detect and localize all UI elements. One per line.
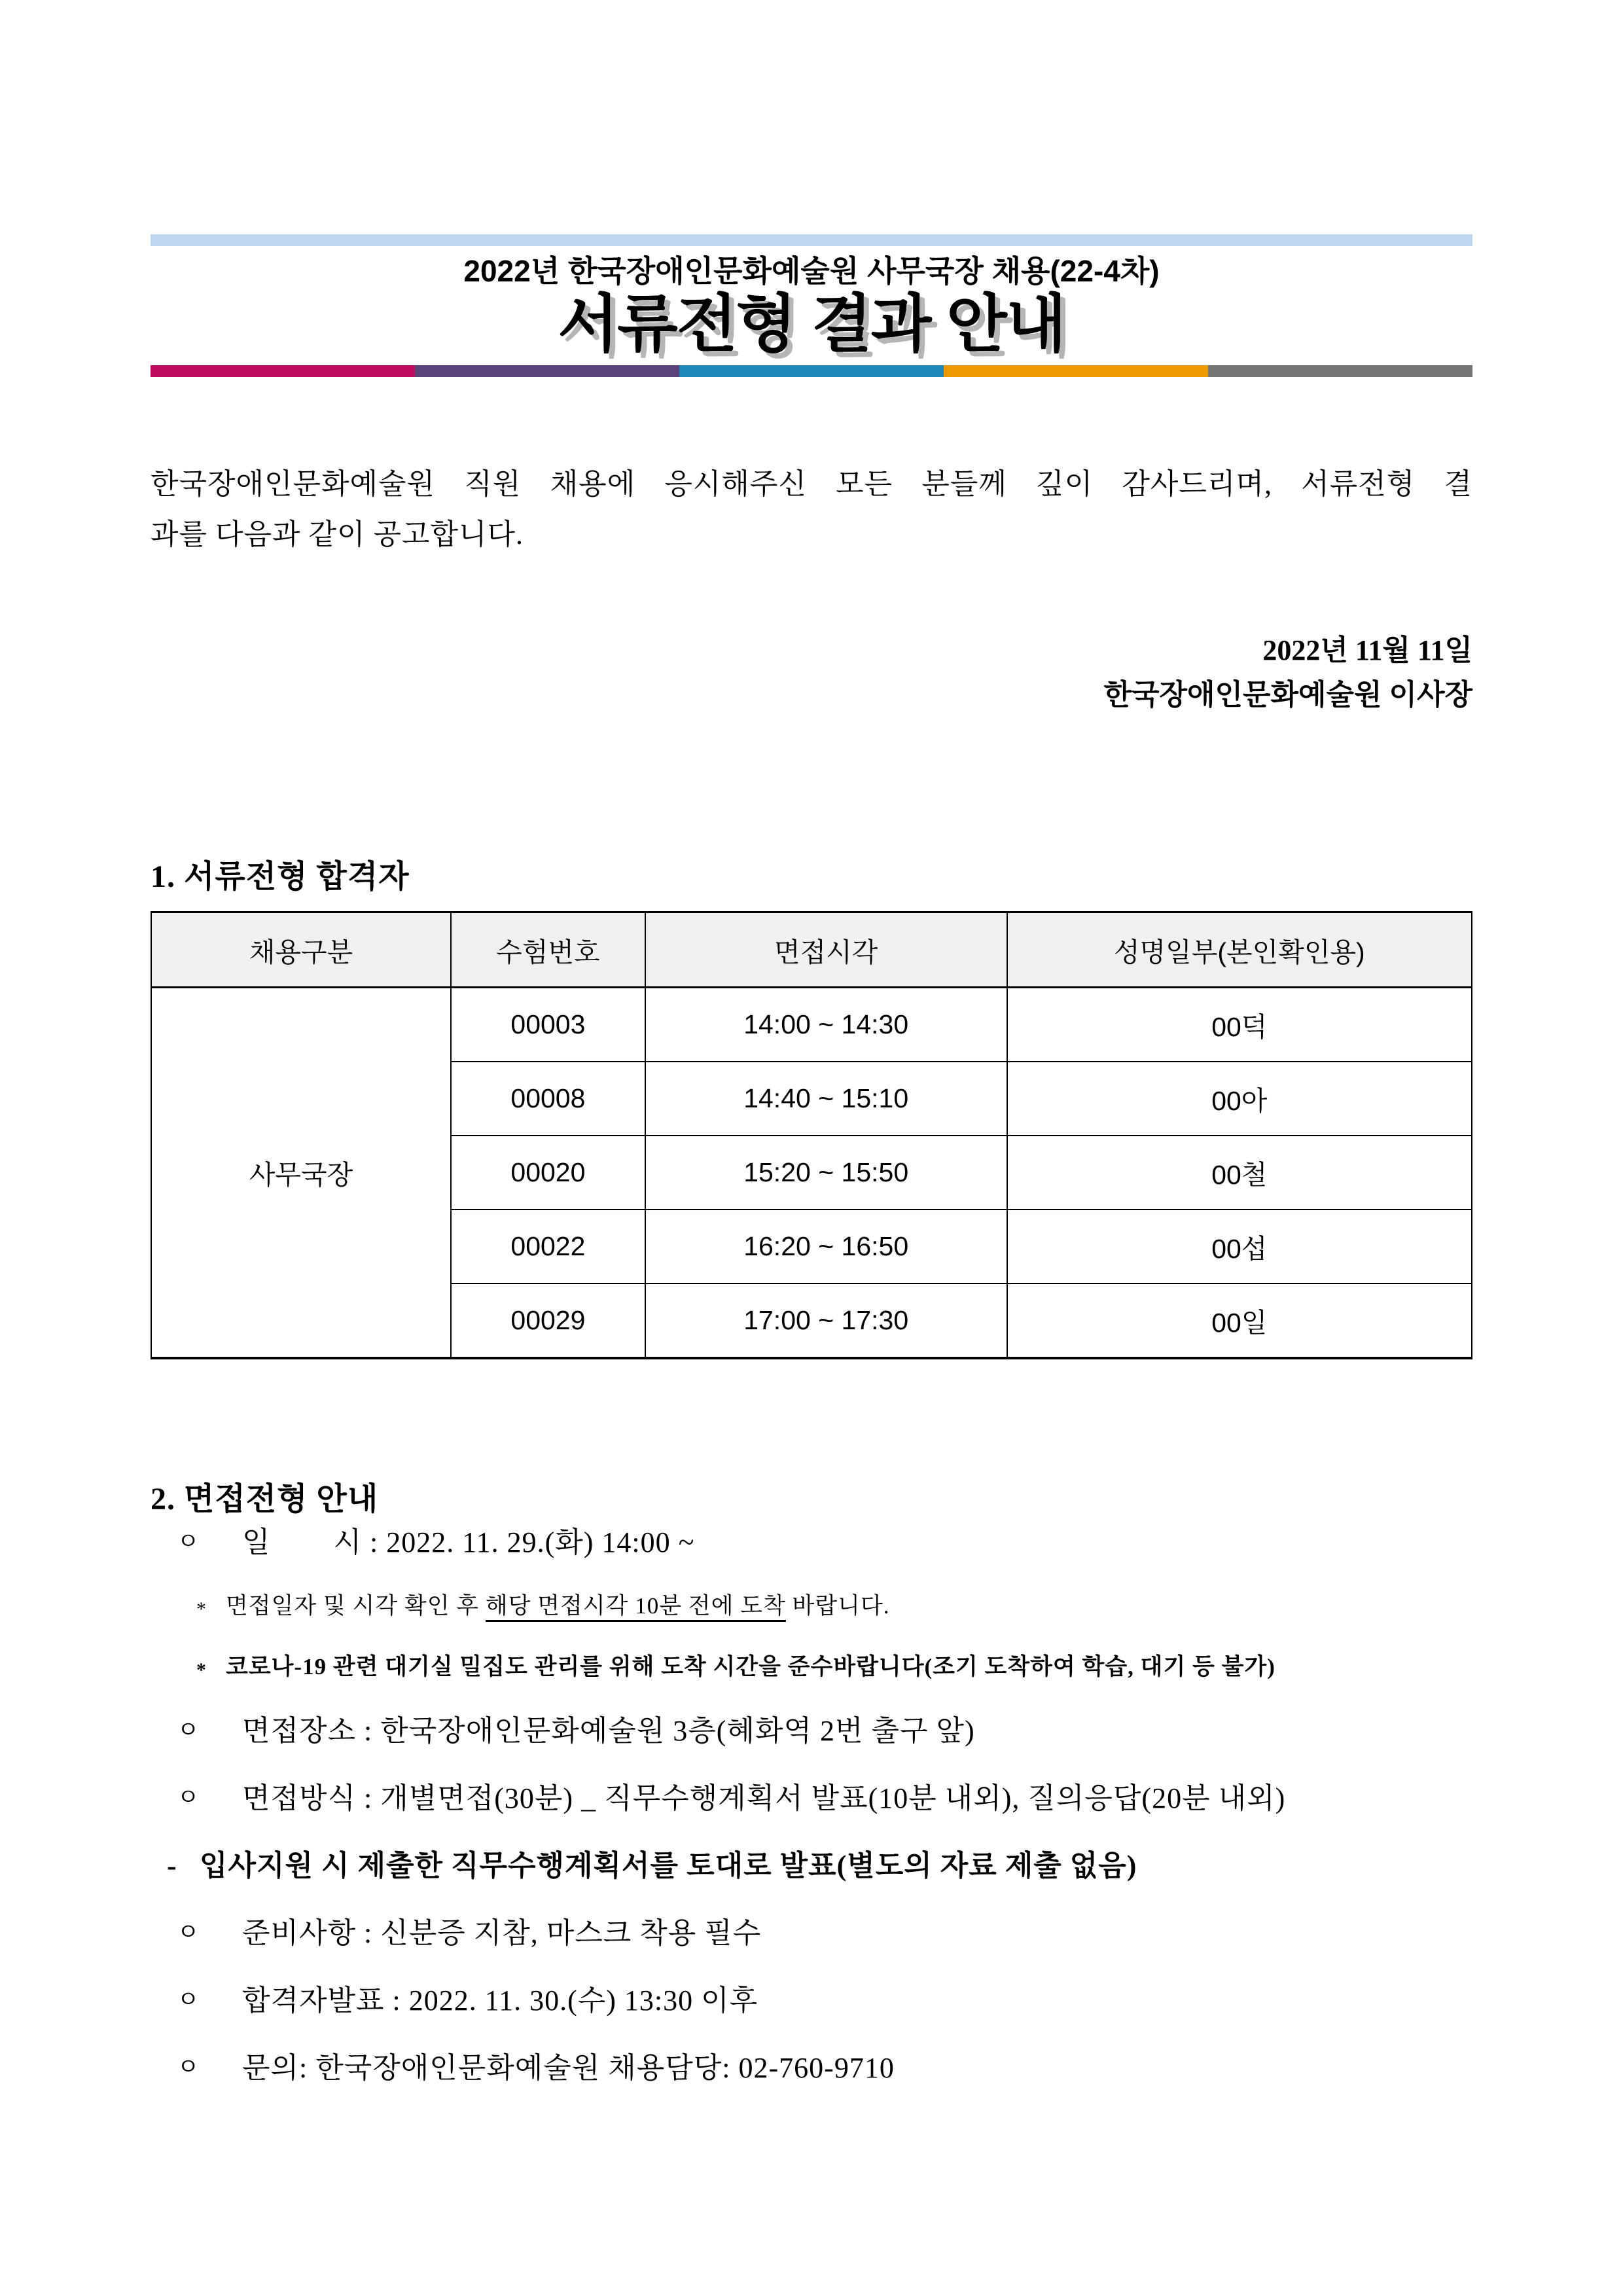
accent-bar-segment-4: [944, 365, 1208, 377]
guide-item-text: 입사지원 시 제출한 직무수행계획서를 토대로 발표(별도의 자료 제출 없음): [200, 1850, 1137, 1882]
name-part-cell: 00철: [1007, 1136, 1472, 1210]
name-part-cell: 00섭: [1007, 1210, 1472, 1283]
table-header-row: [151, 912, 1472, 988]
guide-item-text: 면접방식 : 개별면접(30분) _ 직무수행계획서 발표(10분 내외), 질의응답(20분 내외): [242, 1782, 1286, 1814]
accent-bar-segment-2: [415, 365, 679, 377]
column-header: 채용구분: [151, 912, 451, 988]
accent-bar-segment-1: [151, 365, 415, 377]
table-row: [151, 988, 1472, 1062]
section2-heading: 2. 면접전형 안내: [151, 1482, 379, 1517]
interview-time-cell: 16:20 ~ 16:50: [645, 1210, 1007, 1283]
list-marker: -: [167, 1850, 177, 1882]
intro-paragraph: [151, 459, 1472, 560]
name-part-cell: 00아: [1007, 1062, 1472, 1136]
interview-guide-list: [151, 1524, 1472, 2087]
underlined-text: 해당 면접시각 10분 전에 도착: [486, 1593, 786, 1622]
guide-item-bullet: [177, 1780, 1472, 1818]
name-part-cell: 00일: [1007, 1283, 1472, 1358]
document-title: 서류전형 결과 안내: [558, 289, 1065, 359]
accent-bar-segment-3: [679, 365, 944, 377]
list-marker: ㅇ: [177, 1528, 200, 1555]
guide-item-dash: [167, 1847, 1472, 1885]
exam-number-cell: 00003: [451, 988, 645, 1062]
section1-heading: 1. 서류전형 합격자: [151, 859, 410, 895]
intro-paragraph-line1: 한국장애인문화예술원 직원 채용에 응시해주신 모든 분들께 깊이 감사드리며, 서류전형 결: [151, 468, 1472, 501]
guide-item-text: 일 시 : 2022. 11. 29.(화) 14:00 ~: [242, 1526, 695, 1559]
document-content: [151, 0, 1472, 2117]
intro-paragraph-line2: 과를 다음과 같이 공고합니다.: [151, 518, 524, 551]
list-marker: *: [196, 1598, 207, 1621]
guide-item-text: 합격자발표 : 2022. 11. 30.(수) 13:30 이후: [242, 1984, 758, 2017]
document-subtitle: 2022년 한국장애인문화예술원 사무국장 채용(22-4차): [463, 254, 1160, 288]
guide-item-bullet: [177, 1914, 1472, 1952]
pass-list-table: [151, 911, 1472, 1359]
list-marker: ㅇ: [177, 2054, 200, 2081]
list-marker: ㅇ: [177, 1716, 200, 1743]
list-marker: ㅇ: [177, 1784, 200, 1810]
column-header: 성명일부(본인확인용): [1007, 912, 1472, 988]
header-accent-bar-top: [151, 234, 1472, 246]
guide-item-text: 면접일자 및 시각 확인 후 해당 면접시각 10분 전에 도착 바랍니다.: [226, 1591, 890, 1621]
column-header: 면접시각: [645, 912, 1007, 988]
guide-item-bullet: [177, 1712, 1472, 1750]
column-header: 수험번호: [451, 912, 645, 988]
guide-item-note: [196, 1652, 1472, 1683]
guide-item-text: 준비사항 : 신분증 지참, 마스크 착용 필수: [242, 1917, 762, 1950]
interview-time-cell: 14:40 ~ 15:10: [645, 1062, 1007, 1136]
guide-item-bullet: [177, 2049, 1472, 2087]
list-marker: *: [196, 1659, 207, 1681]
accent-bar-segment-5: [1208, 365, 1472, 377]
guide-item-bullet: [177, 1982, 1472, 2020]
exam-number-cell: 00022: [451, 1210, 645, 1283]
name-part-cell: 00덕: [1007, 988, 1472, 1062]
announcement-signer: 한국장애인문화예술원 이사장: [1103, 679, 1472, 711]
header-accent-bar-multicolor: [151, 365, 1472, 377]
exam-number-cell: 00008: [451, 1062, 645, 1136]
exam-number-cell: 00020: [451, 1136, 645, 1210]
exam-number-cell: 00029: [451, 1283, 645, 1358]
job-category-cell: 사무국장: [151, 988, 451, 1359]
guide-item-note: [196, 1591, 1472, 1622]
list-marker: ㅇ: [177, 1986, 200, 2013]
guide-item-text: 코로나-19 관련 대기실 밀집도 관리를 위해 도착 시간을 준수바랍니다(조기 도착하여 학습, 대기 등 불가): [226, 1653, 1275, 1679]
guide-item-bullet: [177, 1524, 1472, 1562]
list-marker: ㅇ: [177, 1919, 200, 1946]
interview-time-cell: 14:00 ~ 14:30: [645, 988, 1007, 1062]
interview-time-cell: 15:20 ~ 15:50: [645, 1136, 1007, 1210]
guide-item-text: 면접장소 : 한국장애인문화예술원 3층(혜화역 2번 출구 앞): [242, 1714, 975, 1747]
guide-item-text: 문의: 한국장애인문화예술원 채용담당: 02-760-9710: [242, 2052, 895, 2085]
announcement-date: 2022년 11월 11일: [1262, 634, 1472, 667]
interview-time-cell: 17:00 ~ 17:30: [645, 1283, 1007, 1358]
